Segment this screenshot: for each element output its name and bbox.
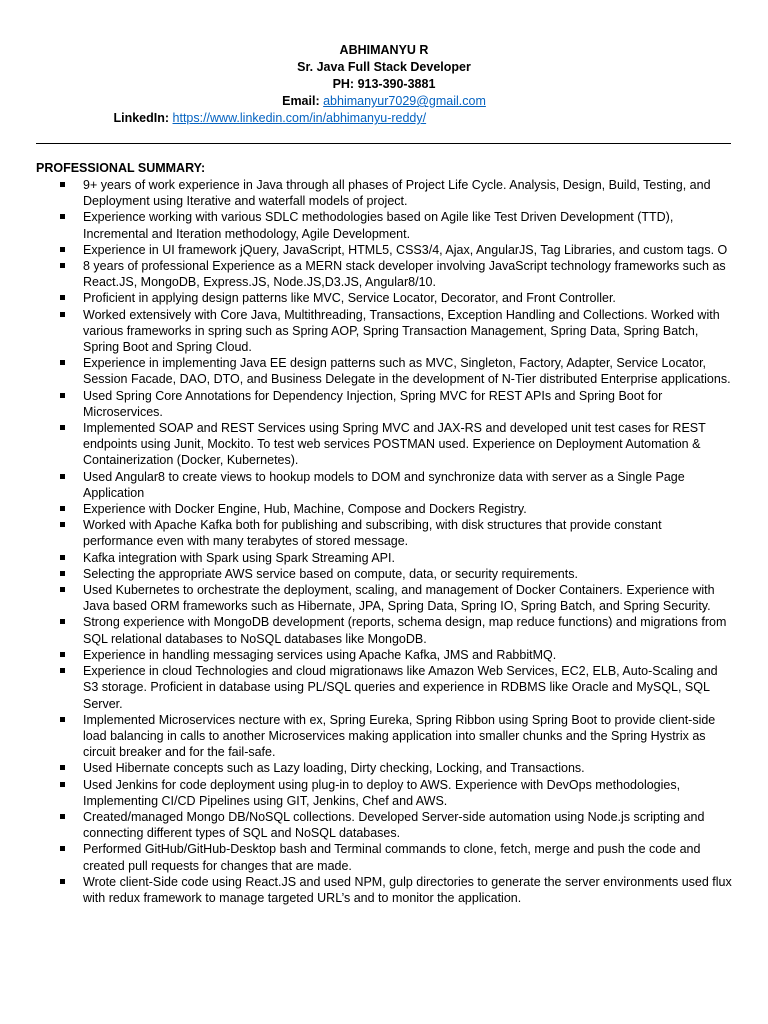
list-item-text: Experience in implementing Java EE design patterns such as MVC, Singleton, Factory, Adapter, Service Locator, Session Facade, DAO, DTO, and Business Delegate in the development of N-Tier distributed Enterprise applications. (83, 356, 731, 387)
professional-summary-list (36, 177, 734, 906)
list-item-text: Created/managed Mongo DB/NoSQL collections. Developed Server-side automation using Node.js scripting and connecting different types of SQL and NoSQL databases. (83, 809, 705, 841)
list-item (36, 566, 734, 582)
square-bullet-icon (60, 247, 65, 252)
list-item (36, 469, 734, 501)
square-bullet-icon (60, 214, 65, 219)
list-item (36, 517, 734, 549)
list-item (36, 712, 734, 761)
list-item (36, 242, 734, 258)
list-item (36, 841, 734, 873)
square-bullet-icon (60, 263, 65, 268)
square-bullet-icon (60, 846, 65, 851)
linkedin-line (0, 110, 768, 127)
list-item-text: Performed GitHub/GitHub-Desktop bash and Terminal commands to clone, fetch, merge and push the code and created pull requests for changes that are made. (83, 842, 701, 873)
square-bullet-icon (60, 717, 65, 722)
candidate-title: Sr. Java Full Stack Developer (297, 60, 471, 74)
list-item (36, 614, 734, 646)
header-divider (36, 143, 731, 144)
list-item (36, 177, 734, 209)
list-item (36, 388, 734, 420)
list-item-text: Used Angular8 to create views to hookup models to DOM and synchronize data with server as a Single Page Application (83, 469, 685, 500)
square-bullet-icon (60, 506, 65, 511)
email-label: Email: (282, 94, 320, 108)
list-item (36, 501, 734, 517)
list-item (36, 209, 734, 241)
square-bullet-icon (60, 555, 65, 560)
list-item-text: Used Spring Core Annotations for Dependency Injection, Spring MVC for REST APIs and Spring Boot for Microservices. (83, 388, 663, 419)
square-bullet-icon (60, 393, 65, 398)
square-bullet-icon (60, 425, 65, 430)
list-item-text: Kafka integration with Spark using Spark Streaming API. (83, 550, 395, 565)
linkedin-link[interactable]: https://www.linkedin.com/in/abhimanyu-reddy/ (172, 111, 427, 125)
square-bullet-icon (60, 814, 65, 819)
list-item-text: Used Kubernetes to orchestrate the deployment, scaling, and management of Docker Containers. Experience with Java based ORM frameworks such as Hibernate, JPA, Spring Data, Spring IO, Spring Batch, and Spring Security. (83, 583, 715, 614)
list-item-text: Experience working with various SDLC methodologies based on Agile like Test Driven Development (TTD), Incremental and Iteration methodology, Agile Development. (83, 210, 674, 241)
email-line (0, 93, 768, 110)
list-item-text: Implemented Microservices necture with ex, Spring Eureka, Spring Ribbon using Spring Boot to provide client-side load balancing in calls to another Microservices making application into smaller chunks and the Spring Hystrix as circuit breaker and for the fail-safe. (83, 712, 716, 760)
list-item-text: Experience in cloud Technologies and cloud migrationaws like Amazon Web Services, EC2, ELB, Auto-Scaling and S3 storage. Proficient in database using PL/SQL queries and experience in RDBMS like Oracle and MySQL, SQL Server. (83, 664, 718, 711)
square-bullet-icon (60, 474, 65, 479)
square-bullet-icon (60, 182, 65, 187)
list-item-text: Implemented SOAP and REST Services using Spring MVC and JAX-RS and developed unit test cases for REST endpoints using Junit, Mockito. To test web services POSTMAN used. Experience on Deployment Automation & Containerization (Docker, Kubernetes). (83, 421, 706, 468)
list-item-text: Strong experience with MongoDB development (reports, schema design, map reduce functions) and migrations from SQL relational databases to NoSQL databases like MongoDB. (83, 615, 727, 646)
square-bullet-icon (60, 587, 65, 592)
list-item-text: Selecting the appropriate AWS service based on compute, data, or security requirements. (83, 566, 578, 581)
list-item (36, 647, 734, 663)
list-item (36, 777, 734, 809)
list-item-text: 8 years of professional Experience as a MERN stack developer involving JavaScript technology frameworks such as React.JS, MongoDB, Express.JS, Node.JS,D3.JS, Angular8/10. (83, 259, 726, 290)
linkedin-label: LinkedIn: (113, 111, 170, 125)
list-item (36, 809, 734, 841)
candidate-phone: PH: 913-390-3881 (332, 77, 436, 91)
list-item-text: Wrote client-Side code using React.JS and used NPM, gulp directories to generate the server environments used flux with redux framework to manage targeted URL’s and to monitor the application. (83, 874, 732, 905)
square-bullet-icon (60, 522, 65, 527)
email-link[interactable]: abhimanyur7029@gmail.com (323, 94, 486, 108)
list-item-text: Worked with Apache Kafka both for publishing and subscribing, with disk structures that provide constant performance even with many terabytes of stored message. (83, 518, 662, 549)
resume-header (0, 42, 768, 127)
candidate-name: ABHIMANYU R (339, 43, 429, 57)
list-item (36, 355, 734, 387)
square-bullet-icon (60, 782, 65, 787)
list-item (36, 874, 734, 906)
list-item (36, 760, 734, 776)
list-item-text: Experience with Docker Engine, Hub, Machine, Compose and Dockers Registry. (83, 502, 527, 517)
square-bullet-icon (60, 765, 65, 770)
list-item-text: Proficient in applying design patterns like MVC, Service Locator, Decorator, and Front Controller. (83, 291, 616, 306)
list-item-text: Experience in UI framework jQuery, JavaScript, HTML5, CSS3/4, Ajax, AngularJS, Tag Libraries, and custom tags. O (83, 242, 728, 257)
square-bullet-icon (60, 312, 65, 317)
list-item (36, 290, 734, 306)
list-item (36, 582, 734, 614)
list-item-text: Worked extensively with Core Java, Multithreading, Transactions, Exception Handling and Collections. Worked with various frameworks in spring such as Spring AOP, Spring Transaction Management, Spring Data, Spring Batch, Spring Boot and Spring Cloud. (83, 307, 720, 355)
list-item (36, 420, 734, 469)
list-item-text: Experience in handling messaging services using Apache Kafka, JMS and RabbitMQ. (83, 647, 557, 662)
list-item-text: 9+ years of work experience in Java through all phases of Project Life Cycle. Analysis, Design, Build, Testing, and Deployment using Iterative and waterfall models of project. (83, 178, 711, 209)
square-bullet-icon (60, 652, 65, 657)
square-bullet-icon (60, 295, 65, 300)
professional-summary-heading: PROFESSIONAL SUMMARY: (36, 161, 206, 175)
square-bullet-icon (60, 619, 65, 624)
list-item (36, 550, 734, 566)
square-bullet-icon (60, 668, 65, 673)
list-item (36, 663, 734, 712)
list-item (36, 258, 734, 290)
list-item-text: Used Jenkins for code deployment using plug-in to deploy to AWS. Experience with DevOps methodologies, Implementing CI/CD Pipelines using GIT, Jenkins, Chef and AWS. (83, 777, 681, 808)
square-bullet-icon (60, 879, 65, 884)
list-item (36, 307, 734, 356)
square-bullet-icon (60, 571, 65, 576)
list-item-text: Used Hibernate concepts such as Lazy loading, Dirty checking, Locking, and Transactions. (83, 761, 585, 776)
square-bullet-icon (60, 360, 65, 365)
